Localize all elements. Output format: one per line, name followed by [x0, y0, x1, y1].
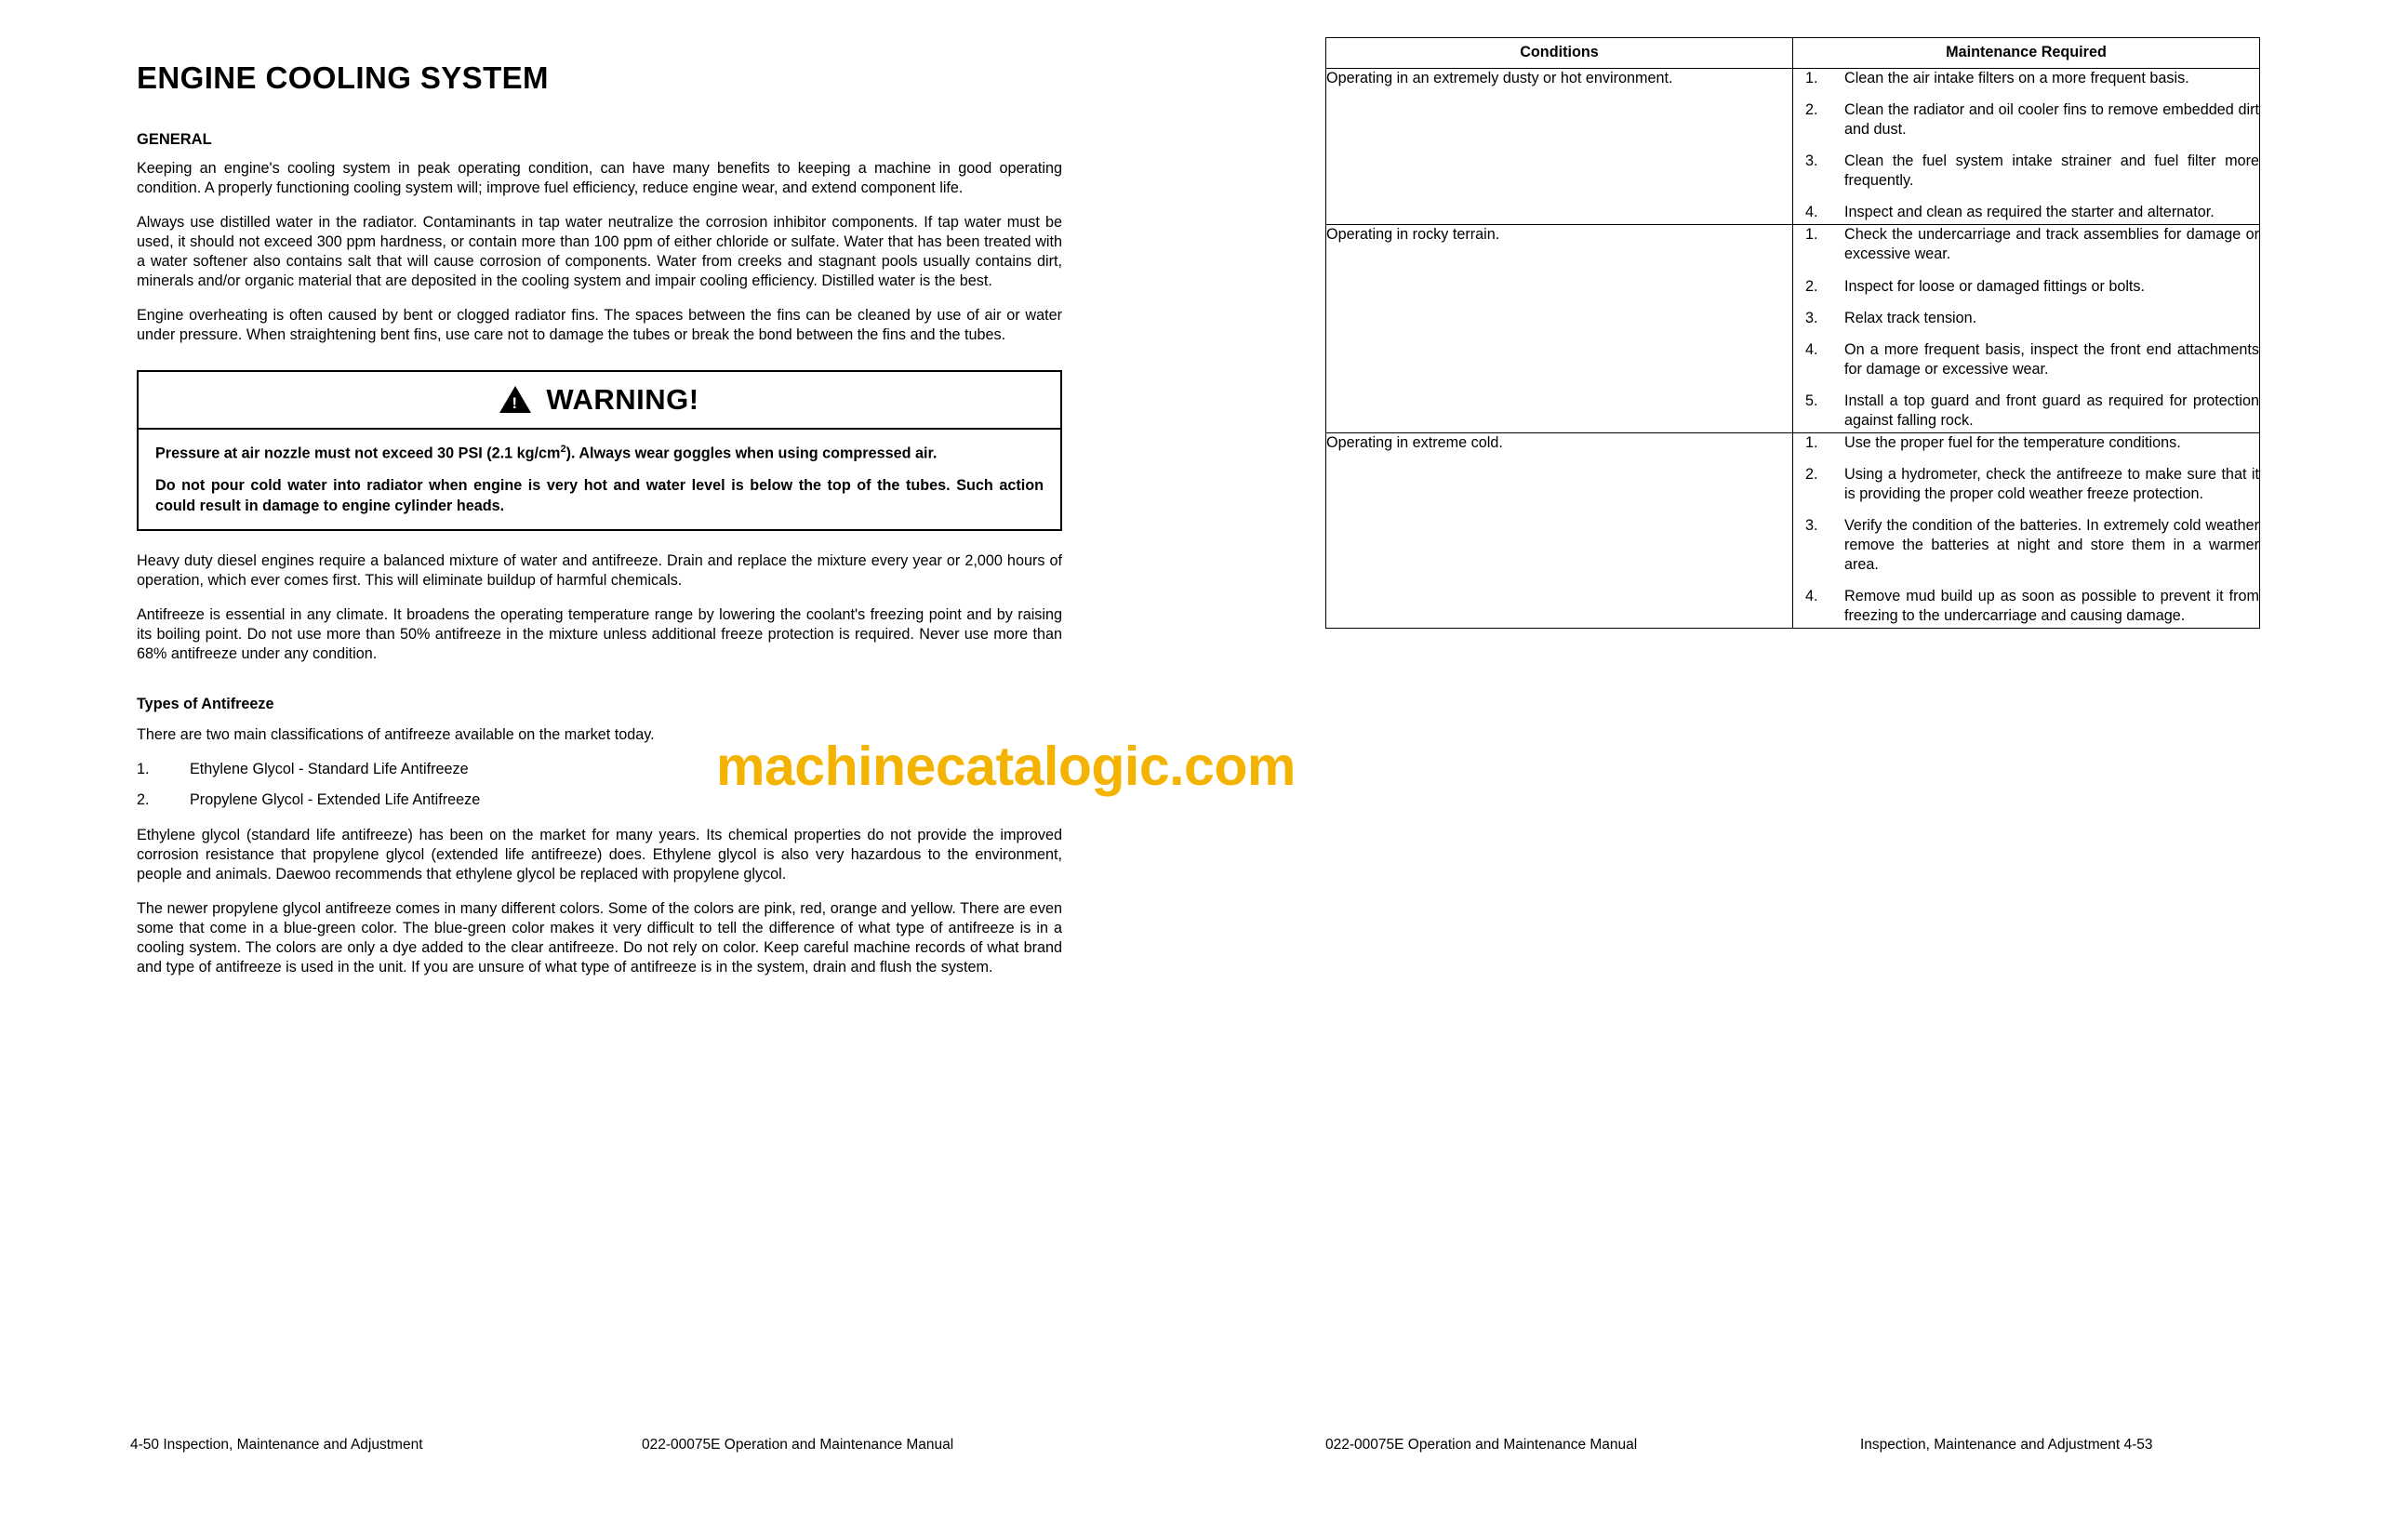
- cell-condition: Operating in rocky terrain.: [1326, 225, 1793, 433]
- maintenance-item-text: Inspect for loose or damaged fittings or bolts.: [1844, 277, 2146, 295]
- list-item-label: Propylene Glycol - Extended Life Antifreeze: [190, 791, 481, 809]
- maintenance-item-text: Clean the radiator and oil cooler fins to remove embedded dirt and dust.: [1844, 101, 2259, 139]
- maintenance-item-text: Clean the air intake filters on a more frequent basis.: [1844, 70, 2189, 86]
- warning-header: [139, 372, 1060, 430]
- list-item: [137, 790, 1070, 810]
- maintenance-item-text: Remove mud build up as soon as possible to prevent it from freezing to the undercarriage and causing damage.: [1844, 588, 2259, 625]
- paragraph-antifreeze-1: Heavy duty diesel engines require a balanced mixture of water and antifreeze. Drain and replace the mixture every year or 2,000 hours of operation, which ever comes first. This will eliminate buildup of harmful chemicals.: [137, 552, 1062, 590]
- maintenance-item-text: Install a top guard and front guard as required for protection against falling rock.: [1844, 392, 2259, 429]
- maintenance-item-number: 3.: [1805, 309, 1818, 326]
- paragraph-antifreeze-2: Antifreeze is essential in any climate. It broadens the operating temperature range by lowering the coolant's freezing point and by raising its boiling point. Do not use more than 50% antifreeze in the mixture unless additional freeze protection is required. Never use more than 68% antifreeze under any condition.: [137, 606, 1062, 663]
- maintenance-item: [1793, 100, 2259, 139]
- types-intro: There are two main classifications of antifreeze available on the market today.: [137, 726, 655, 744]
- table-header-row: [1326, 38, 2260, 69]
- list-item: [137, 760, 1070, 779]
- cell-maintenance: [1793, 432, 2260, 629]
- maintenance-item-text: Inspect and clean as required the starter and alternator.: [1844, 204, 2215, 221]
- maintenance-item-number: 1.: [1805, 433, 1818, 451]
- column-header-maintenance-required: Maintenance Required: [1793, 38, 2260, 69]
- maintenance-item-number: 4.: [1805, 204, 1818, 221]
- maintenance-item-number: 2.: [1805, 277, 1818, 295]
- paragraph-closing-1: Ethylene glycol (standard life antifreeze) has been on the market for many years. Its chemical properties do not provide the improved corrosion resistance that propylene glycol (extended life antifreeze) does. Ethylene glycol is also very hazardous to the environment, people and animals. Daewoo recommends that ethylene glycol be replaced with propylene glycol.: [137, 826, 1062, 883]
- antifreeze-type-list: [137, 760, 1070, 810]
- paragraph-closing-2: The newer propylene glycol antifreeze comes in many different colors. Some of the colors are pink, red, orange and yellow. There are even some that come in a blue-green color. The blue-green color makes it very difficult to tell the difference of what type of antifreeze is in a cooling system. The colors are only a dye added to the clear antifreeze. Do not rely on color. Keep careful machine records of what brand and type of antifreeze is used in the unit. If you are unsure of what type of antifreeze is in the system, drain and flush the system.: [137, 899, 1062, 976]
- maintenance-item: [1793, 309, 2259, 328]
- types-of-antifreeze-heading: Types of Antifreeze: [137, 696, 274, 713]
- maintenance-table: [1325, 37, 2260, 629]
- general-heading: GENERAL: [137, 131, 212, 148]
- maintenance-item-number: 5.: [1805, 392, 1818, 409]
- maintenance-item-text: Clean the fuel system intake strainer and fuel filter more frequently.: [1844, 153, 2259, 190]
- warning-box: [137, 370, 1062, 532]
- maintenance-item-text: Relax track tension.: [1844, 309, 1977, 326]
- maintenance-item-number: 1.: [1805, 226, 1818, 244]
- paragraph-general-2: Always use distilled water in the radiator. Contaminants in tap water neutralize the corrosion inhibitor components. If tap water must be used, it should not exceed 300 ppm hardness, or contain more than 100 ppm of either chloride or sulfate. Water that has been treated with a water softener also contains salt that will cause corrosion of components. Water from creeks and stagnant pools usually contains dirt, minerals and/or organic material that are deposited in the cooling system and impair cooling efficiency. Distilled water is the best.: [137, 214, 1062, 290]
- footer-left-page-number: 4-50 Inspection, Maintenance and Adjustment: [130, 1437, 423, 1453]
- left-page-column: [130, 37, 1070, 1451]
- maintenance-item-text: On a more frequent basis, inspect the front end attachments for damage or excessive wear.: [1844, 340, 2259, 378]
- maintenance-item-number: 2.: [1805, 101, 1818, 119]
- cell-condition: Operating in extreme cold.: [1326, 432, 1793, 629]
- maintenance-item: [1793, 225, 2259, 264]
- maintenance-item-number: 3.: [1805, 517, 1818, 535]
- warning-body: [139, 430, 1060, 530]
- maintenance-item-text: Check the undercarriage and track assemblies for damage or excessive wear.: [1844, 226, 2259, 263]
- table-row: [1326, 225, 2260, 433]
- cell-maintenance: [1793, 69, 2260, 225]
- maintenance-item-text: Using a hydrometer, check the antifreeze to make sure that it is providing the proper cold weather freeze protection.: [1844, 465, 2259, 502]
- list-item-number: 2.: [137, 791, 150, 809]
- cell-maintenance: [1793, 225, 2260, 433]
- right-page-column: [1325, 37, 2274, 629]
- maintenance-item: [1793, 69, 2259, 88]
- footer-right-page-number: Inspection, Maintenance and Adjustment 4-53: [1860, 1437, 2153, 1453]
- list-item-number: 1.: [137, 761, 150, 778]
- maintenance-item-number: 3.: [1805, 153, 1818, 170]
- maintenance-item-text: Verify the condition of the batteries. In extremely cold weather remove the batteries at night and store them in a warmer area.: [1844, 517, 2259, 574]
- list-item-label: Ethylene Glycol - Standard Life Antifreeze: [190, 761, 469, 778]
- maintenance-item-text: Use the proper fuel for the temperature conditions.: [1844, 433, 2181, 451]
- maintenance-item: [1793, 433, 2259, 453]
- column-header-conditions: Conditions: [1326, 38, 1793, 69]
- maintenance-item: [1793, 152, 2259, 191]
- table-row: [1326, 69, 2260, 225]
- maintenance-item: [1793, 465, 2259, 504]
- cell-condition: Operating in an extremely dusty or hot environment.: [1326, 69, 1793, 225]
- maintenance-item-number: 4.: [1805, 588, 1818, 605]
- maintenance-item: [1793, 203, 2259, 222]
- maintenance-item-number: 2.: [1805, 465, 1818, 483]
- paragraph-general-1: Keeping an engine's cooling system in peak operating condition, can have many benefits to keeping a machine in good operating condition. A properly functioning cooling system will; improve fuel efficiency, reduce engine wear, and extend component life.: [137, 160, 1062, 197]
- maintenance-item: [1793, 340, 2259, 379]
- footer-left-manual-id: 022-00075E Operation and Maintenance Manual: [642, 1437, 954, 1453]
- warning-line-2: Do not pour cold water into radiator when engine is very hot and water level is below the top of the tubes. Such action could result in damage to engine cylinder heads.: [155, 477, 1044, 514]
- paragraph-general-3: Engine overheating is often caused by bent or clogged radiator fins. The spaces between the fins can be cleaned by use of air or water under pressure. When straightening bent fins, use care not to damage the tubes or break the bond between the fins and the tubes.: [137, 307, 1062, 344]
- maintenance-item: [1793, 516, 2259, 575]
- page-title: ENGINE COOLING SYSTEM: [137, 60, 549, 95]
- watermark: machinecatalogic.com: [716, 736, 1296, 797]
- maintenance-item-number: 1.: [1805, 70, 1818, 86]
- maintenance-item: [1793, 392, 2259, 431]
- maintenance-item: [1793, 277, 2259, 297]
- table-row: [1326, 432, 2260, 629]
- warning-title: WARNING!: [546, 382, 699, 416]
- maintenance-item: [1793, 587, 2259, 626]
- maintenance-item-number: 4.: [1805, 340, 1818, 358]
- warning-line-1: Pressure at air nozzle must not exceed 30 PSI (2.1 $kg/cm^2$). Always wear goggles when using compressed air.: [155, 443, 938, 461]
- footer-right-manual-id: 022-00075E Operation and Maintenance Manual: [1325, 1437, 1638, 1453]
- warning-triangle-icon: [499, 386, 531, 413]
